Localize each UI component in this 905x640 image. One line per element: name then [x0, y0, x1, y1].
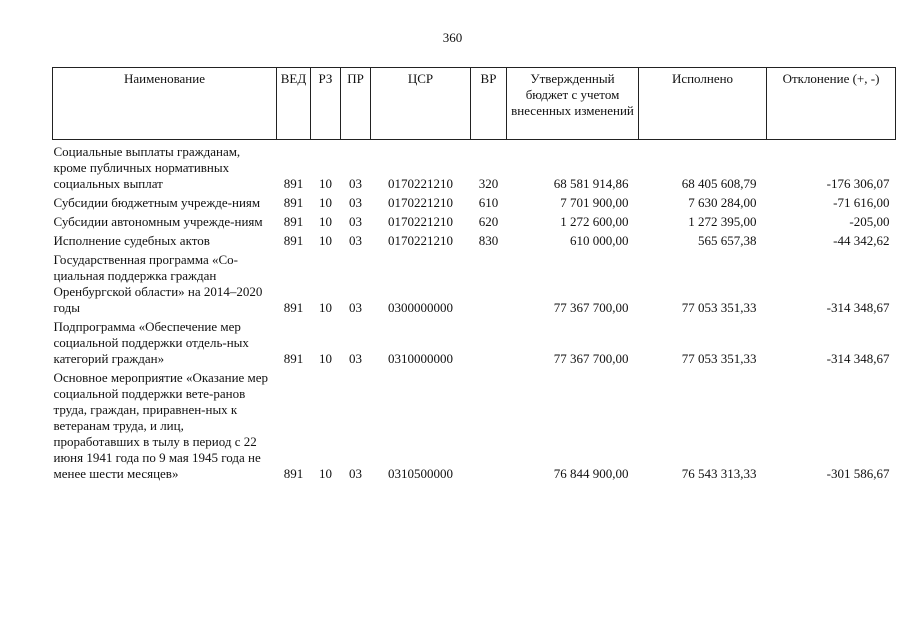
- row-name: Государственная программа «Со-циальная поддержка граждан Оренбургской области» на 2014–2020 годы: [53, 252, 263, 315]
- header-deviation: Отклонение (+, -): [767, 68, 896, 140]
- row-rz: 10: [319, 466, 332, 481]
- row-csr: 0310000000: [388, 351, 453, 366]
- page-number: 360: [442, 30, 463, 45]
- budget-table: [52, 67, 896, 484]
- row-approved: 610 000,00: [570, 233, 629, 248]
- row-pr: 03: [349, 195, 362, 210]
- row-ved: 891: [283, 195, 304, 210]
- row-deviation: -205,00: [849, 214, 890, 229]
- row-deviation: -301 586,67: [826, 466, 890, 481]
- header-pr: ПР: [341, 68, 371, 140]
- row-vr: 610: [478, 195, 499, 210]
- row-approved: 7 701 900,00: [560, 195, 629, 210]
- row-rz: 10: [319, 176, 332, 191]
- row-ved: 891: [283, 214, 304, 229]
- table-row: [53, 213, 896, 232]
- row-rz: 10: [319, 233, 332, 248]
- table-row: [53, 251, 896, 318]
- row-executed: 68 405 608,79: [681, 176, 757, 191]
- row-name: Субсидии автономным учрежде-ниям: [53, 214, 263, 229]
- table-row: [53, 318, 896, 369]
- row-csr: 0170221210: [388, 195, 453, 210]
- row-vr: [471, 369, 507, 484]
- row-executed: 76 543 313,33: [681, 466, 757, 481]
- row-deviation: -176 306,07: [826, 176, 890, 191]
- row-pr: 03: [349, 176, 362, 191]
- row-approved: 76 844 900,00: [553, 466, 629, 481]
- row-ved: 891: [283, 176, 304, 191]
- row-name: Подпрограмма «Обеспечение мер социальной поддержки отдель-ных категорий граждан»: [53, 319, 249, 366]
- row-csr: 0300000000: [388, 300, 453, 315]
- row-executed: 7 630 284,00: [688, 195, 757, 210]
- row-executed: 565 657,38: [698, 233, 757, 248]
- row-rz: 10: [319, 351, 332, 366]
- row-vr: [471, 318, 507, 369]
- header-rz: РЗ: [311, 68, 341, 140]
- row-approved: 77 367 700,00: [553, 351, 629, 366]
- table-row: [53, 140, 896, 195]
- row-rz: 10: [319, 300, 332, 315]
- row-pr: 03: [349, 214, 362, 229]
- table-header-row: [53, 68, 896, 140]
- row-name: Исполнение судебных актов: [53, 233, 210, 248]
- header-ved: ВЕД: [277, 68, 311, 140]
- row-deviation: -71 616,00: [833, 195, 890, 210]
- row-pr: 03: [349, 300, 362, 315]
- row-vr: 320: [478, 176, 499, 191]
- row-vr: 830: [478, 233, 499, 248]
- header-name: Наименование: [53, 68, 277, 140]
- row-ved: 891: [283, 466, 304, 481]
- row-csr: 0170221210: [388, 176, 453, 191]
- row-csr: 0170221210: [388, 233, 453, 248]
- header-csr: ЦСР: [371, 68, 471, 140]
- row-csr: 0170221210: [388, 214, 453, 229]
- row-rz: 10: [319, 195, 332, 210]
- row-pr: 03: [349, 466, 362, 481]
- row-deviation: -314 348,67: [826, 300, 890, 315]
- table-row: [53, 369, 896, 484]
- row-ved: 891: [283, 351, 304, 366]
- row-name: Основное мероприятие «Оказание мер социальной поддержки вете-ранов труда, граждан, приравнен-ных к ветеранам труда, и лиц, проработавших в тылу в период с 22 июня 1941 года по 9 мая 1945 года не менее шести месяцев»: [53, 370, 269, 481]
- row-approved: 77 367 700,00: [553, 300, 629, 315]
- header-vr: ВР: [471, 68, 507, 140]
- row-pr: 03: [349, 233, 362, 248]
- row-executed: 77 053 351,33: [681, 300, 757, 315]
- row-pr: 03: [349, 351, 362, 366]
- row-vr: [471, 251, 507, 318]
- row-approved: 1 272 600,00: [560, 214, 629, 229]
- table-row: [53, 232, 896, 251]
- row-ved: 891: [283, 300, 304, 315]
- header-executed: Исполнено: [639, 68, 767, 140]
- row-csr: 0310500000: [388, 466, 453, 481]
- row-executed: 77 053 351,33: [681, 351, 757, 366]
- row-deviation: -44 342,62: [833, 233, 890, 248]
- row-ved: 891: [283, 233, 304, 248]
- row-name: Субсидии бюджетным учрежде-ниям: [53, 195, 261, 210]
- header-approved: Утвержденный бюджет с учетом внесенных изменений: [507, 68, 639, 140]
- table-row: [53, 194, 896, 213]
- row-vr: 620: [478, 214, 499, 229]
- row-executed: 1 272 395,00: [688, 214, 757, 229]
- row-name: Социальные выплаты гражданам, кроме публичных нормативных социальных выплат: [53, 144, 241, 191]
- row-rz: 10: [319, 214, 332, 229]
- row-approved: 68 581 914,86: [553, 176, 629, 191]
- row-deviation: -314 348,67: [826, 351, 890, 366]
